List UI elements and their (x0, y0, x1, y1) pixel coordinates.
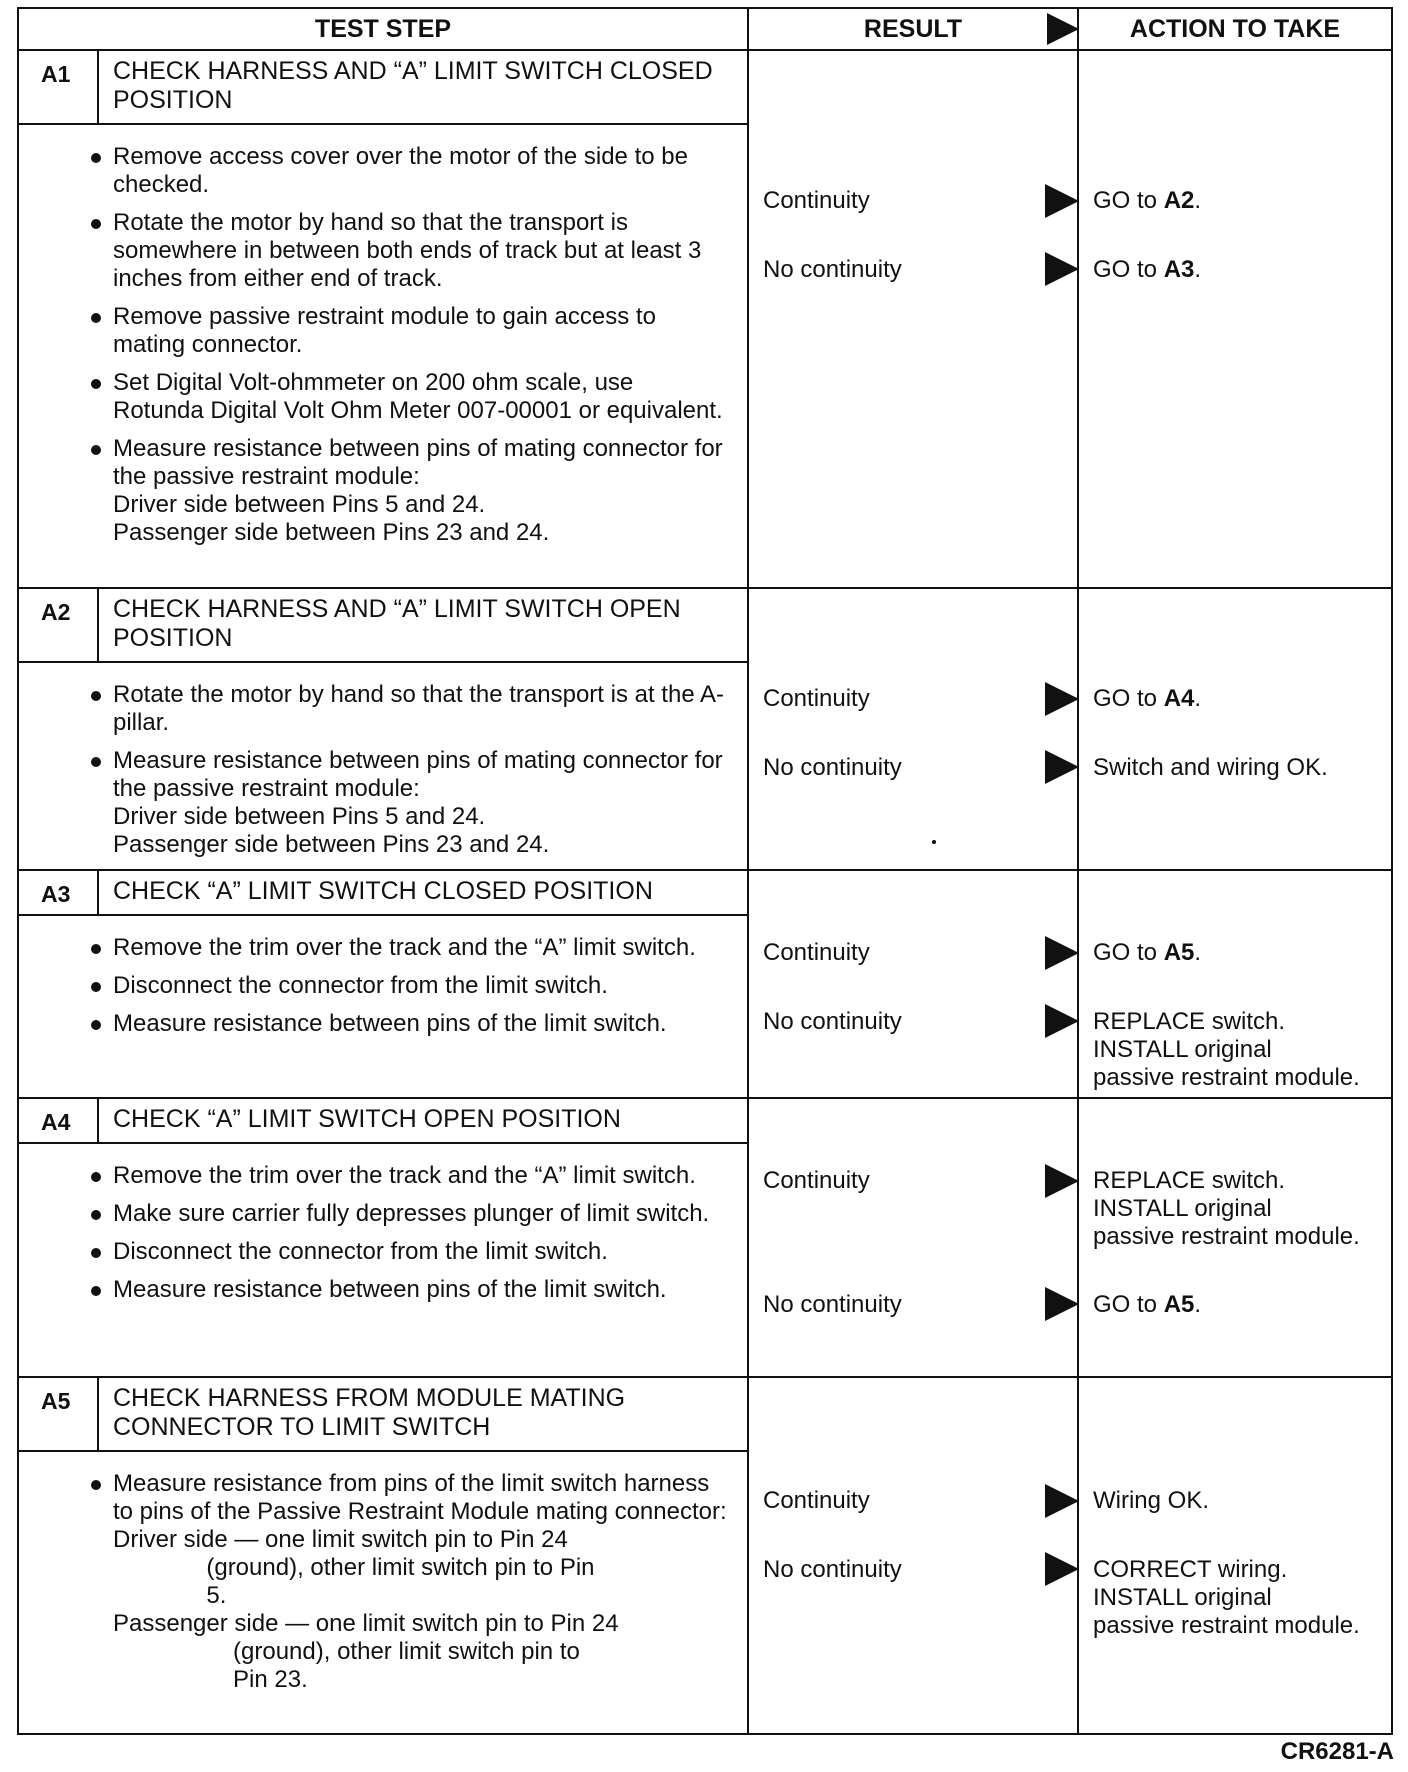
arrow-right-icon (1045, 1552, 1079, 1586)
action-text: GO to A4. (1093, 685, 1202, 712)
action-text: Switch and wiring OK. (1093, 754, 1328, 781)
arrow-right-icon (1045, 1164, 1079, 1198)
arrow-right-icon (1045, 1287, 1079, 1321)
action-text: GO to A5. (1093, 1291, 1202, 1318)
list-item (113, 1470, 729, 1694)
list-item: Remove the trim over the track and the “A” limit switch. (113, 934, 729, 962)
result-cell (749, 589, 1079, 869)
step-text: Measure resistance from pins of the limit switch harness to pins of the Passive Restraint Module mating connector: (113, 1470, 727, 1525)
result-cell (749, 1378, 1079, 1733)
section-a4 (19, 1099, 1391, 1378)
action-text: REPLACE switch. INSTALL original passive restraint module. (1093, 1167, 1360, 1250)
list-item: Disconnect the connector from the limit switch. (113, 1238, 729, 1266)
step-id: A3 (19, 871, 99, 914)
result-text: Continuity (763, 1167, 870, 1194)
step-detail: (ground), other limit switch pin to (113, 1638, 580, 1665)
section-heading (19, 1099, 747, 1144)
list-item: Disconnect the connector from the limit switch. (113, 972, 729, 1000)
step-text: Measure resistance between pins of mating connector for the passive restraint module: (113, 747, 723, 802)
test-step-cell (19, 589, 749, 869)
section-heading (19, 51, 747, 125)
step-list (19, 1452, 747, 1702)
step-title: CHECK “A” LIMIT SWITCH OPEN POSITION (113, 1105, 621, 1133)
test-step-cell (19, 1378, 749, 1733)
stray-dot (932, 840, 936, 844)
section-heading (19, 871, 747, 916)
arrow-right-icon (1045, 750, 1079, 784)
result-text: No continuity (763, 1291, 902, 1318)
step-detail: Pin 23. (113, 1666, 308, 1693)
action-text: GO to A2. (1093, 187, 1202, 214)
step-title: CHECK “A” LIMIT SWITCH CLOSED POSITION (113, 877, 653, 905)
arrow-right-icon (1045, 682, 1079, 716)
section-heading (19, 589, 747, 663)
section-heading (19, 1378, 747, 1452)
step-title: CHECK HARNESS AND “A” LIMIT SWITCH CLOSED POSITION (113, 57, 713, 114)
troubleshooting-table (17, 7, 1393, 1735)
result-text: No continuity (763, 1556, 902, 1583)
list-item: Set Digital Volt-ohmmeter on 200 ohm scale, use Rotunda Digital Volt Ohm Meter 007-00001 or equivalent. (113, 369, 729, 425)
step-title: CHECK HARNESS FROM MODULE MATING CONNECTOR TO LIMIT SWITCH (113, 1384, 626, 1441)
list-item: Measure resistance between pins of the limit switch. (113, 1010, 729, 1038)
result-cell (749, 51, 1079, 587)
arrow-right-icon (1047, 13, 1079, 45)
header-result (749, 9, 1079, 49)
list-item: Rotate the motor by hand so that the transport is somewhere in between both ends of track but at least 3 inches from either end of track. (113, 209, 729, 293)
step-list (19, 916, 747, 1046)
action-cell (1079, 589, 1391, 869)
step-list (19, 125, 747, 555)
list-item (113, 747, 729, 859)
result-text: No continuity (763, 256, 902, 283)
step-list (19, 1144, 747, 1312)
test-step-cell (19, 871, 749, 1097)
step-id: A4 (19, 1099, 99, 1142)
result-text: Continuity (763, 187, 870, 214)
list-item: Make sure carrier fully depresses plunger of limit switch. (113, 1200, 729, 1228)
step-detail: Passenger side — one limit switch pin to Pin 24 (113, 1610, 619, 1637)
step-detail: Driver side between Pins 5 and 24. (113, 491, 486, 518)
list-item: Remove the trim over the track and the “A” limit switch. (113, 1162, 729, 1190)
step-detail: Driver side between Pins 5 and 24. (113, 803, 486, 830)
action-cell (1079, 1099, 1391, 1376)
list-item: Rotate the motor by hand so that the transport is at the A-pillar. (113, 681, 729, 737)
result-cell (749, 1099, 1079, 1376)
table-header (19, 9, 1391, 51)
step-text: Measure resistance between pins of mating connector for the passive restraint module: (113, 435, 723, 490)
step-id: A1 (19, 51, 99, 123)
header-action: ACTION TO TAKE (1129, 14, 1341, 43)
section-a2 (19, 589, 1391, 871)
action-text: GO to A3. (1093, 256, 1202, 283)
step-id: A5 (19, 1378, 99, 1450)
arrow-right-icon (1045, 184, 1079, 218)
list-item (113, 435, 729, 547)
action-text: REPLACE switch. INSTALL original passive restraint module. (1093, 1008, 1360, 1091)
arrow-right-icon (1045, 1484, 1079, 1518)
action-text: GO to A5. (1093, 939, 1202, 966)
arrow-right-icon (1045, 936, 1079, 970)
section-a5 (19, 1378, 1391, 1733)
action-cell (1079, 51, 1391, 587)
step-id: A2 (19, 589, 99, 661)
header-test-step: TEST STEP (19, 9, 749, 49)
step-detail: Passenger side between Pins 23 and 24. (113, 831, 550, 858)
figure-code: CR6281-A (1280, 1738, 1394, 1765)
result-text: No continuity (763, 754, 902, 781)
result-text: Continuity (763, 1487, 870, 1514)
section-a3 (19, 871, 1391, 1099)
result-cell (749, 871, 1079, 1097)
action-cell (1079, 871, 1391, 1097)
step-detail: 5. (113, 1582, 227, 1609)
list-item: Remove access cover over the motor of the side to be checked. (113, 143, 729, 199)
header-result-label: RESULT (863, 14, 963, 43)
arrow-right-icon (1045, 252, 1079, 286)
result-text: No continuity (763, 1008, 902, 1035)
action-text: Wiring OK. (1093, 1487, 1210, 1514)
step-detail: (ground), other limit switch pin to Pin (113, 1554, 595, 1581)
arrow-right-icon (1045, 1004, 1079, 1038)
list-item: Remove passive restraint module to gain access to mating connector. (113, 303, 729, 359)
result-text: Continuity (763, 939, 870, 966)
section-a1 (19, 51, 1391, 589)
step-detail: Driver side — one limit switch pin to Pin 24 (113, 1526, 568, 1553)
step-title: CHECK HARNESS AND “A” LIMIT SWITCH OPEN POSITION (113, 595, 681, 652)
list-item: Measure resistance between pins of the limit switch. (113, 1276, 729, 1304)
step-list (19, 663, 747, 867)
result-text: Continuity (763, 685, 870, 712)
action-cell (1079, 1378, 1391, 1733)
action-text: CORRECT wiring. INSTALL original passive restraint module. (1093, 1556, 1360, 1639)
test-step-cell (19, 51, 749, 587)
step-detail: Passenger side between Pins 23 and 24. (113, 519, 550, 546)
test-step-cell (19, 1099, 749, 1376)
